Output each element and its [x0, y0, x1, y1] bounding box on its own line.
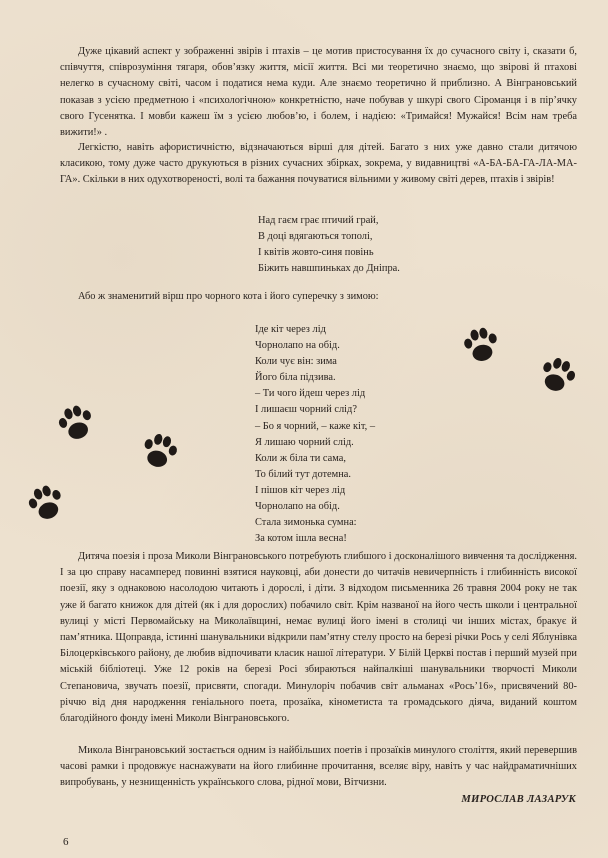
poem-line: І лишаєш чорний слід? — [255, 404, 357, 416]
paragraph-conclusion: Микола Вінграновський зостається одним із найбільших поетів і прозаїків минулого століття, який перевершив часові рамки і продовжує наснажувати на його глибинне прочитання, вселяє віру, навіть у час найдраматичніших випробувань, у незнищенність українського слова, рідної мови, Вітчизни. — [60, 745, 577, 789]
paragraph-children-verses: Легкістю, навіть афористичністю, відзначаються вірші для дітей. Багато з них уже давно стали дитячою класикою, тому дуже часто друкуються в різних сучасних збірках, зокрема, у видавництві «А-БА-БА-ГА-ЛА-МА-ГА». Скільки в них одухотвореності, волі та бажання почуватися вільними у живому світі дерев, птахів і звірів! — [60, 142, 577, 186]
poem-line: Коли чує він: зима — [255, 356, 337, 368]
poem-line: Біжить навшпиньках до Дніпра. — [258, 263, 400, 275]
paw-print-icon — [135, 428, 184, 477]
poem-line: Коли ж біла ти сама, — [255, 452, 346, 464]
author-signature: МИРОСЛАВ ЛАЗАРУК — [461, 794, 576, 805]
poem-black-cat — [255, 322, 375, 547]
poem-line: То білий тут дотемна. — [255, 468, 352, 480]
paragraph-cat-intro: Або ж знаменитий вірш про чорного кота і його суперечку з зимою: — [78, 291, 379, 302]
poem-line: Стала зимонька сумна: — [255, 517, 357, 529]
poem-line: Над гаєм грає птичий грай, — [258, 215, 379, 226]
poem-gai — [258, 213, 400, 277]
poem-line: – Бо я чорний, – каже кіт, – — [255, 420, 376, 432]
poem-line: В доці вдягаються тополі, — [258, 231, 373, 243]
paw-print-icon — [51, 399, 101, 449]
poem-line: І квітів жовто-синя повінь — [258, 247, 374, 259]
poem-line: Іде кіт через лід — [255, 324, 326, 335]
poem-line: – Ти чого йдеш через лід — [255, 388, 366, 400]
poem-line: Його біла підзива. — [255, 372, 336, 384]
poem-line: Чорнолапо на обід. — [255, 501, 340, 513]
poem-line: За котом ішла весна! — [255, 533, 347, 545]
poem-line: Чорнолапо на обід. — [255, 340, 340, 352]
poem-line: І пішов кіт через лід — [255, 484, 346, 496]
paragraph-legacy: Дитяча поезія і проза Миколи Вінграновського потребують глибшого і досконалішого вивчення та дослідження. І за цю справу насамперед повинні взятися науковці, аби донести до читачів невичерпність і глибинність високої поезії, яку з однаковою насолодою читають і дорослі, і діти. З відходом письменника 26 травня 2004 року не так уже й багато книжок для дітей (як і для дорослих) побачило світ. Крім названої на його честь школи і центральної вулиці у місті Первомайську на Миколаївщині, немає вулиці його імені в столиці чи інших містах, бракує й пам’ятника. Щоправда, істинні шанувальники відкрили пам’ятну стелу просто на березі річки Рось у селі Яблунівка Білоцерківського району, де любив відпочивати класик нашої літератури. У Білій Церкві постав і перший музей при міській бібліотеці. Уже 12 років на березі Росі збираються найпалкіші шанувальники творчості Миколи Степановича, звучать поезії, присвяти, спогади. Минулоріч побачив світ альманах «Рось’16», присвячений 80-річчю від дня народження геніального поета, прозаїка, кінометиста та громадського діяча, виданий коштом благодійного фонду імені Миколи Вінграновського. — [60, 551, 577, 725]
paw-print-icon — [20, 478, 71, 529]
page-number: 6 — [63, 836, 69, 848]
paw-print-icon — [531, 350, 582, 401]
paw-print-icon — [457, 322, 504, 369]
paragraph-intro: Дуже цікавий аспект у зображенні звірів і птахів – це мотив пристосування їх до сучасного світу і, сказати б, співчуття, співрозуміння тягаря, обов’язку життя, місії життя. Всі ми теоретично знаємо, що звірові й птахові нелегко в сучасному світі, часом і податися нема куди. Але знаємо теоретично й приблизно. А Вінграновський показав з усією предметною і «психологічною» конкретністю, наче побував у шкурі свого Сіроманця і в пір’ячку свого Гусенятка. І мовби кажеш їм з усією любов’ю, і болем, і надією: «Тримайся! Мужайся! Всім нам треба вижити!» . — [60, 46, 577, 139]
poem-line: Я лишаю чорний слід. — [255, 436, 354, 448]
